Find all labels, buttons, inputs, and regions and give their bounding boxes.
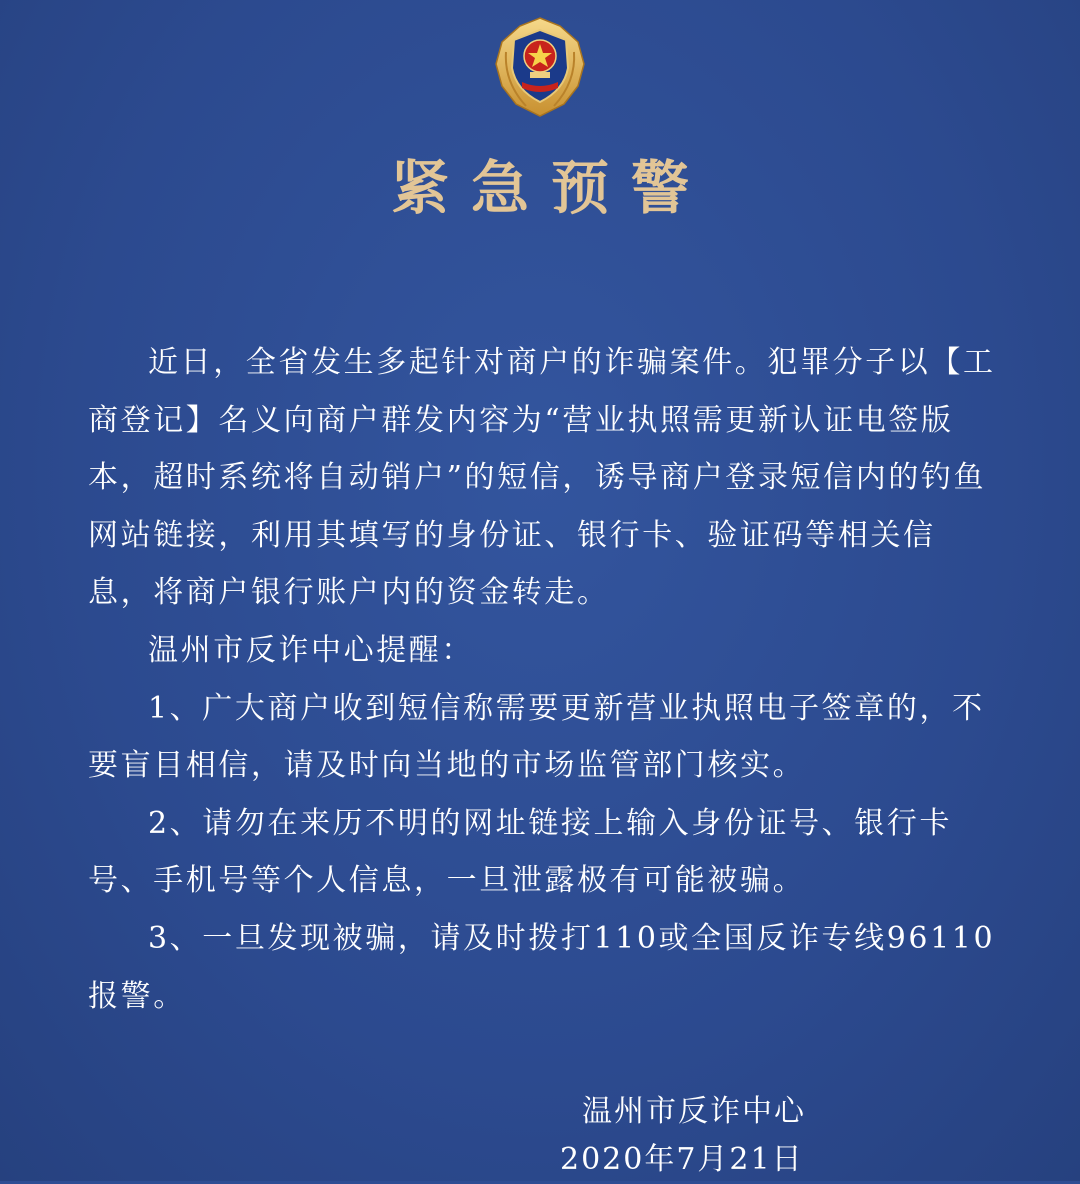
notice-body xyxy=(88,334,1000,1025)
notice-paragraph: 1、广大商户收到短信称需要更新营业执照电子签章的，不要盲目相信，请及时向当地的市场监管部门核实。 xyxy=(88,690,985,784)
notice-paragraph: 2、请勿在来历不明的网址链接上输入身份证号、银行卡号、手机号等个人信息，一旦泄露极有可能被骗。 xyxy=(88,805,953,899)
signature-date: 2020年7月21日 xyxy=(560,1142,804,1177)
police-emblem-icon xyxy=(486,12,594,120)
signature-block xyxy=(560,1088,860,1184)
notice-paragraph: 温州市反诈中心提醒： xyxy=(148,632,474,668)
notice-paragraph: 3、一旦发现被骗，请及时拨打110或全国反诈专线96110报警。 xyxy=(88,920,996,1014)
signature-org: 温州市反诈中心 xyxy=(582,1094,806,1129)
notice-paragraph: 近日，全省发生多起针对商户的诈骗案件。犯罪分子以【工商登记】名义向商户群发内容为“营业执照需更新认证电签版本，超时系统将自动销户”的短信，诱导商户登录短信内的钓鱼网站链接，利用其填写的身份证、银行卡、验证码等相关信息，将商户银行账户内的资金转走。 xyxy=(88,345,996,611)
notice-headline: 紧急预警 xyxy=(390,154,711,222)
